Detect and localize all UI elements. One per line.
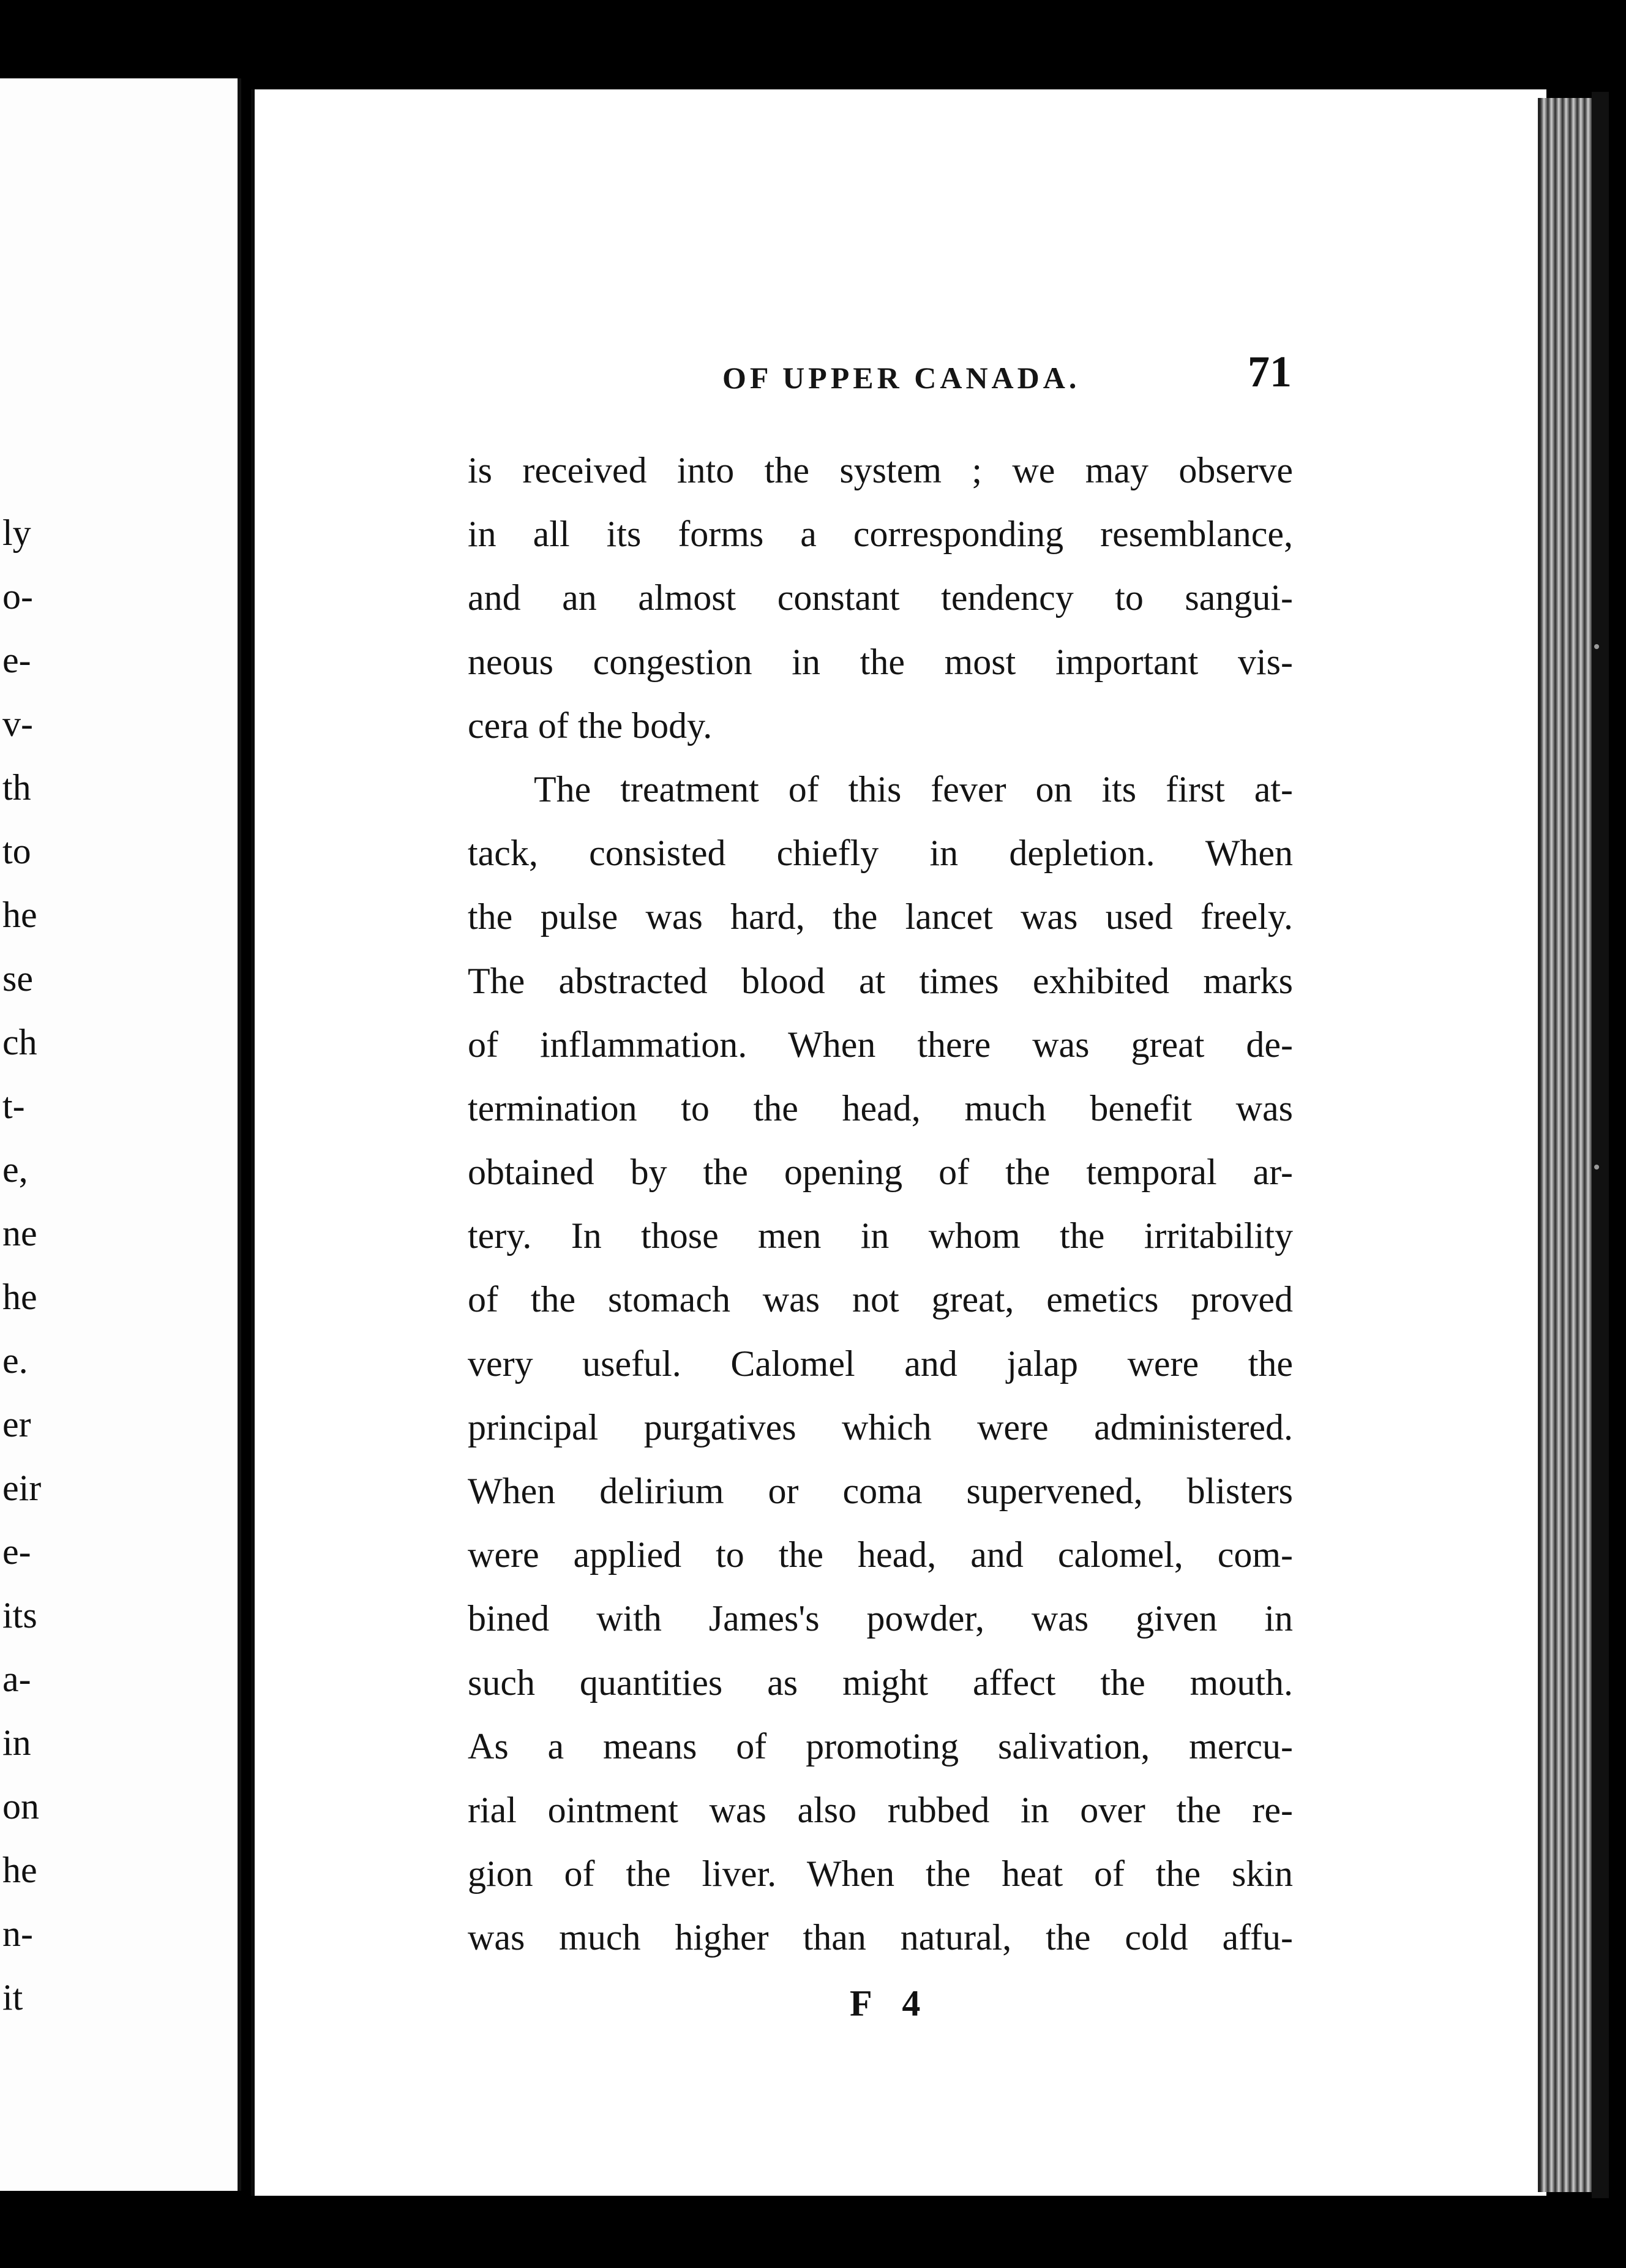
previous-page-fragment-line: a- [2, 1659, 31, 1699]
paper-speck [1594, 1165, 1599, 1170]
previous-page-fragment-line: v- [2, 704, 33, 744]
previous-page-fragment-line: e- [2, 1531, 31, 1572]
previous-page-fragment-line: t- [2, 1086, 25, 1126]
paper-speck [1594, 644, 1599, 649]
text-line: very useful. Calomel and jalap were the [468, 1343, 1293, 1384]
page-edge-shadow [1592, 92, 1609, 2198]
text-line: in all its forms a corresponding resemblance, [468, 514, 1293, 555]
previous-page-fragment-line: eir [2, 1468, 42, 1508]
text-line: were applied to the head, and calomel, com- [468, 1534, 1293, 1575]
text-line: of inflammation. When there was great de- [468, 1024, 1293, 1065]
previous-page-fragment-line: in [2, 1722, 31, 1763]
previous-page-fragment-line: th [2, 767, 31, 808]
text-line: rial ointment was also rubbed in over the re- [468, 1789, 1293, 1830]
previous-page-fragment-line: he [2, 1850, 37, 1890]
text-line: tery. In those men in whom the irritability [468, 1215, 1293, 1256]
text-line: neous congestion in the most important vis- [468, 641, 1293, 682]
previous-page-fragment-line: n- [2, 1913, 33, 1954]
text-line: and an almost constant tendency to sangui- [468, 577, 1293, 618]
previous-page-fragment-line: its [2, 1595, 37, 1635]
text-line: the pulse was hard, the lancet was used freely. [468, 896, 1293, 937]
paragraph-start-line: The treatment of this fever on its first at- [534, 768, 1293, 809]
previous-page-fragment-line: se [2, 958, 33, 999]
text-line: such quantities as might affect the mouth. [468, 1662, 1293, 1703]
previous-page-fragment [0, 78, 241, 2191]
page-edge [1538, 98, 1597, 2192]
text-line: was much higher than natural, the cold affu- [468, 1917, 1293, 1958]
previous-page-fragment-line: to [2, 831, 31, 871]
previous-page-fragment-line: e, [2, 1149, 28, 1190]
previous-page-fragment-line: e. [2, 1340, 28, 1381]
page-number: 71 [1248, 347, 1292, 396]
text-line: tack, consisted chiefly in depletion. When [468, 833, 1293, 874]
signature-mark: F 4 [850, 1983, 932, 2024]
body-text [468, 438, 1293, 1970]
text-line: of the stomach was not great, emetics proved [468, 1279, 1293, 1320]
text-line: is received into the system ; we may observe [468, 450, 1293, 490]
text-line: obtained by the opening of the temporal ar- [468, 1152, 1293, 1193]
previous-page-fragment-line: on [2, 1786, 39, 1827]
previous-page-fragment-line: it [2, 1977, 23, 2018]
previous-page-fragment-line: ly [2, 513, 31, 553]
text-line: As a means of promoting salivation, mercu- [468, 1725, 1293, 1767]
previous-page-fragment-line: o- [2, 576, 33, 617]
previous-page-fragment-line: ch [2, 1022, 37, 1062]
text-line: gion of the liver. When the heat of the skin [468, 1853, 1293, 1894]
previous-page-fragment-line: he [2, 895, 37, 935]
text-line: principal purgatives which were administered. [468, 1406, 1293, 1448]
previous-page-fragment-line: he [2, 1277, 37, 1317]
text-line: When delirium or coma supervened, blisters [468, 1471, 1293, 1511]
previous-page-fragment-line: er [2, 1404, 31, 1444]
running-header: OF UPPER CANADA. [722, 361, 1081, 395]
text-line: termination to the head, much benefit was [468, 1087, 1293, 1128]
text-line: bined with James's powder, was given in [468, 1598, 1293, 1639]
previous-page-fragment-line: ne [2, 1213, 37, 1253]
text-line: The abstracted blood at times exhibited marks [468, 960, 1293, 1001]
text-line: cera of the body. [468, 705, 713, 746]
previous-page-fragment-line: e- [2, 640, 31, 680]
previous-page-line-ends [0, 501, 61, 2029]
